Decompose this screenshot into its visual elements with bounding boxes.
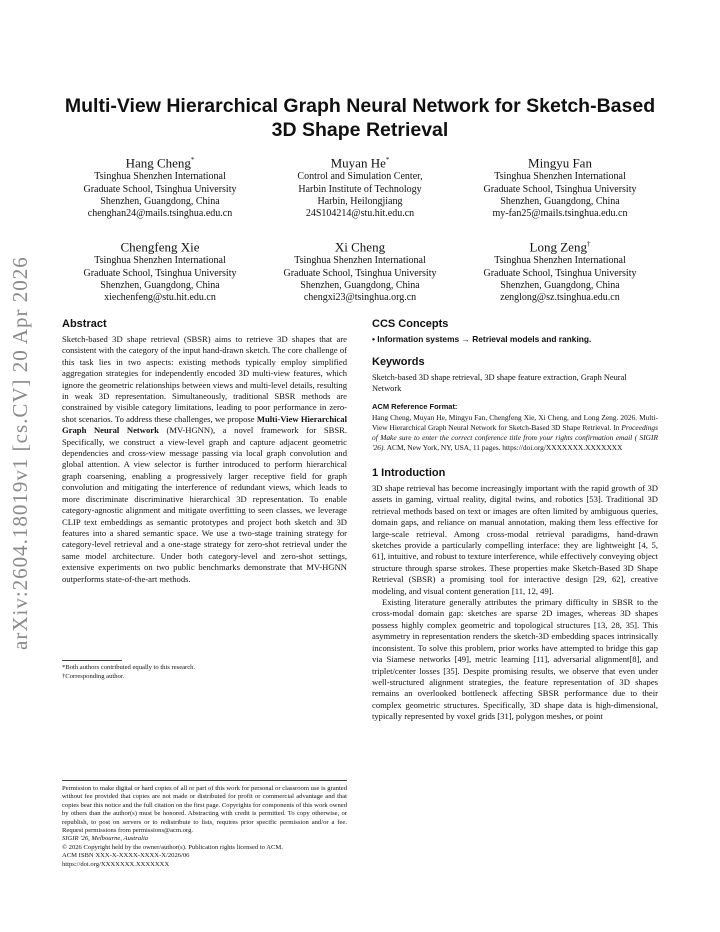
affiliation-line: Shenzhen, Guangdong, China — [500, 195, 620, 207]
author-block — [60, 236, 260, 305]
affiliation-line: Shenzhen, Guangdong, China — [100, 279, 220, 291]
author-block — [260, 152, 460, 221]
author-name: Chengfeng Xie — [120, 239, 200, 255]
isbn-line: ACM ISBN XXX-X-XXXX-XXXX-X/2026/06 — [62, 852, 190, 860]
affiliation-line: Tsinghua Shenzhen International — [494, 255, 626, 267]
affiliation-line: Tsinghua Shenzhen International — [94, 255, 226, 267]
abstract-text: Sketch-based 3D shape retrieval (SBSR) aims to retrieve 3D shapes that are consistent with the category of the input hand-drawn sketch. The core challenge of this task lies in two aspects: existing methods typically employ simplified aggregation strategies for independently encoded 3D multi-view features, which ignore the geometric relationships between views and multi-level details, resulting in weak 3D representation. Simultaneously, traditional SBSR methods are constrained by visible category limitations, leading to poor performance in zero-shot scenarios. To address these challenges, we propose Multi-View Hierarchical Graph Neural Network (MV-HGNN), a novel framework for SBSR. Specifically, we construct a view-level graph and capture adjacent geometric dependencies and cross-view message passing via local graph convolution and global attention. A view selector is further introduced to perform hierarchical graph coarsening, enabling a progressively larger receptive field for graph convolution and mitigating the interference of redundant views, which leads to more discriminate discriminative hierarchical 3D representation. To enable category-agnostic alignment and mitigate overfitting to seen classes, we leverage CLIP text embeddings as semantic prototypes and project both sketch and 3D features into a shared semantic space. We use a two-stage training strategy for category-level retrieval and a one-stage strategy for zero-shot retrieval under the same model architecture. Under both category-level and zero-shot settings, extensive experiments on two public benchmarks demonstrate that MV-HGNN outperforms state-of-the-art methods. — [62, 334, 347, 584]
author-row-1 — [60, 152, 660, 221]
author-block — [460, 152, 660, 221]
permission-text: Permission to make digital or hard copies of all or part of this work for personal or classroom use is granted without fee provided that copies are not made or distributed for profit or commercial advantage and that copies bear this notice and the full citation on the first page. Copyrights for components of this work owned by others than the author(s) must be honored. Abstracting with credit is permitted. To copy otherwise, or republish, to post on servers or to redistribute to lists, requires prior specific permission and/or a fee. Request permissions from permissions@acm.org. — [62, 785, 347, 835]
author-email: zenglong@sz.tsinghua.edu.cn — [500, 292, 620, 304]
copyright-line: © 2026 Copyright held by the owner/author(s). Publication rights licensed to ACM. — [62, 843, 283, 851]
affiliation-line: Tsinghua Shenzhen International — [294, 255, 426, 267]
permission-rule — [62, 780, 347, 781]
keywords-heading: Keywords — [372, 356, 425, 368]
permission-block — [62, 785, 347, 869]
ccs-text: • Information systems → Retrieval models and ranking. — [372, 334, 592, 344]
footnote-equal-contribution: *Both authors contributed equally to this research. — [62, 664, 196, 671]
author-email: my-fan25@mails.tsinghua.edu.cn — [492, 208, 628, 220]
author-name: Long Zeng† — [529, 239, 591, 255]
author-block — [460, 236, 660, 305]
author-block — [60, 152, 260, 221]
author-name: Mingyu Fan — [528, 155, 592, 171]
affiliation-line: Shenzhen, Guangdong, China — [100, 195, 220, 207]
affiliation-line: Graduate School, Tsinghua University — [83, 267, 237, 279]
footnotes — [62, 664, 347, 681]
author-name: Muyan He* — [330, 155, 390, 171]
affiliation-line: Tsinghua Shenzhen International — [494, 171, 626, 183]
affiliation-line: Graduate School, Tsinghua University — [483, 267, 637, 279]
intro-paragraph-2: Existing literature generally attributes the primary difficulty in SBSR to the cross-modal domain gap: sketches are sparse 2D images, whereas 3D shapes possess highly complex geometric and topological structures [13, 28, 35]. This asymmetry in representation renders the sketch-3D embedding spaces intrinsically inconsistent. To solve this problem, prior works have attempted to bridge this gap via Siamese networks [49], metric learning [11], adversarial alignment[8], and triplet/center losses [35]. Despite promising results, we observe that even under well-structured alignment strategies, the feature representation of 3D shapes remains an overlooked bottleneck affecting SBSR performance due to their complex geometric structures. Specifically, 3D shape data is high-dimensional, typically represented by voxel grids [31], polygon meshes, or point — [372, 597, 658, 722]
affiliation-line: Graduate School, Tsinghua University — [83, 183, 237, 195]
author-name: Xi Cheng — [334, 239, 386, 255]
doi-line: https://doi.org/XXXXXXX.XXXXXXX — [62, 860, 170, 868]
affiliation-line: Harbin, Heilongjiang — [317, 195, 403, 207]
right-column — [372, 318, 658, 723]
author-email: chengxi23@tsinghua.org.cn — [303, 292, 417, 304]
affiliation-line: Control and Simulation Center, — [297, 171, 423, 183]
author-email: chenghan24@mails.tsinghua.edu.cn — [87, 208, 233, 220]
introduction-heading: 1 Introduction — [372, 467, 446, 479]
acm-reference-text: Hang Cheng, Muyan He, Mingyu Fan, Chengfeng Xie, Xi Cheng, and Long Zeng. 2026. Multi-View Hierarchical Graph Neural Network for Sketch-Based 3D Shape Retrieval. In Proceedings of Make sure to enter the correct conference title from your rights confirmation email ( SIGIR '26). ACM, New York, NY, USA, 11 pages. https://doi.org/XXXXXXX.XXXXXXX — [372, 413, 658, 452]
affiliation-line: Tsinghua Shenzhen International — [94, 171, 226, 183]
venue-line: SIGIR '26, Melbourne, Australia — [62, 835, 149, 843]
footnote-corresponding: †Corresponding author. — [62, 672, 125, 680]
left-column — [62, 318, 347, 585]
author-block — [260, 236, 460, 305]
arxiv-stamp: arXiv:2604.18019v1 [cs.CV] 20 Apr 2026 — [8, 256, 32, 650]
ccs-heading: CCS Concepts — [372, 318, 449, 330]
acm-reference-heading: ACM Reference Format: — [372, 402, 458, 411]
footnote-rule — [62, 660, 122, 661]
author-email: 24S104214@stu.hit.edu.cn — [305, 208, 415, 220]
affiliation-line: Shenzhen, Guangdong, China — [300, 279, 420, 291]
intro-paragraph-1: 3D shape retrieval has become increasingly important with the rapid growth of 3D assets in gaming, virtual reality, digital twins, and robotics [53]. Traditional 3D retrieval methods based on text or images are often limited by ambiguous queries, domain gaps, and reliance on manual annotation, making them less effective for large-scale retrieval. Among cross-modal retrieval paradigms, hand-drawn sketches provide a particularly compelling interface: they are lightweight [4, 5, 61], intuitive, and robust to texture interference, while effectively conveying object structure through sparse strokes. These properties make Sketch-Based 3D Shape Retrieval (SBSR) a promising tool for interactive design [29, 62], creative modeling, and visual content generation [11, 12, 49]. — [372, 483, 658, 596]
affiliation-line: Harbin Institute of Technology — [298, 183, 422, 195]
author-name: Hang Cheng* — [125, 155, 195, 171]
author-row-2 — [60, 236, 660, 305]
affiliation-line: Graduate School, Tsinghua University — [483, 183, 637, 195]
affiliation-line: Shenzhen, Guangdong, China — [500, 279, 620, 291]
paper-title: Multi-View Hierarchical Graph Neural Network for Sketch-Based 3D Shape Retrieval — [64, 95, 656, 141]
affiliation-line: Graduate School, Tsinghua University — [283, 267, 437, 279]
abstract-heading: Abstract — [62, 318, 107, 330]
keywords-text: Sketch-based 3D shape retrieval, 3D shape feature extraction, Graph Neural Network — [372, 373, 627, 393]
author-email: xiechenfeng@stu.hit.edu.cn — [104, 292, 216, 304]
